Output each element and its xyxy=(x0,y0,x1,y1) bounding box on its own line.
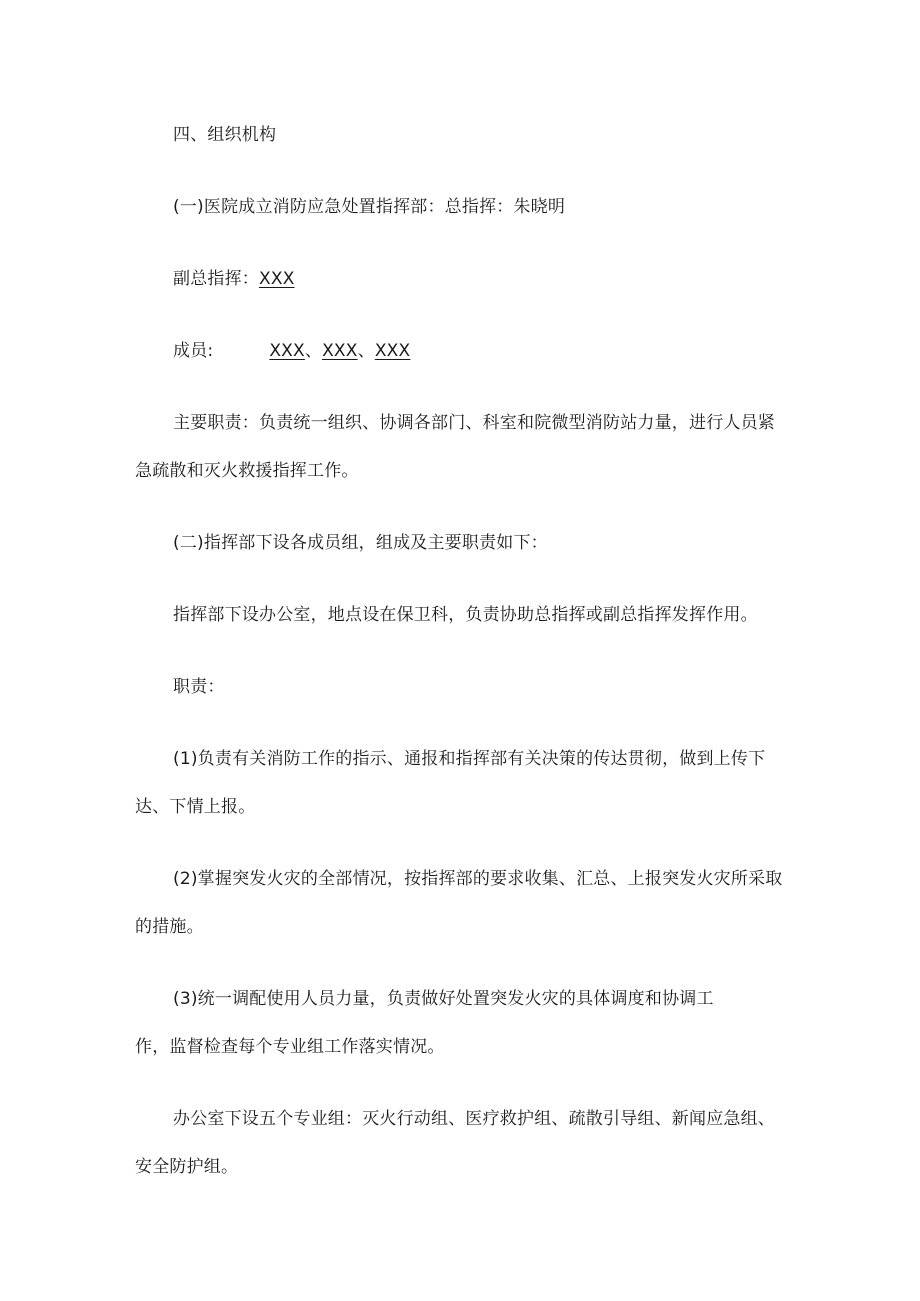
member-name: XXX xyxy=(374,341,411,361)
member-groups-heading: (二)指挥部下设各成员组，组成及主要职责如下： xyxy=(173,533,548,553)
duty-item-2-line-2: 的措施。 xyxy=(135,917,204,937)
duties-label: 职责： xyxy=(173,677,225,697)
member-separator: 、 xyxy=(357,341,375,361)
deputy-commander-line xyxy=(173,267,295,291)
members-label: 成员: xyxy=(173,341,214,361)
specialist-groups-line-2: 安全防护组。 xyxy=(135,1157,239,1177)
duty-item-3-line-2: 作，监督检查每个专业组工作落实情况。 xyxy=(135,1037,445,1057)
member-separator: 、 xyxy=(304,341,323,361)
duty-item-1-line-2: 达、下情上报。 xyxy=(135,797,256,817)
deputy-commander-label: 副总指挥： xyxy=(173,269,259,289)
office-intro: 指挥部下设办公室，地点设在保卫科，负责协助总指挥或副总指挥发挥作用。 xyxy=(173,605,758,625)
duty-item-1-line-1: (1)负责有关消防工作的指示、通报和指挥部有关决策的传达贯彻，做到上传下 xyxy=(173,749,766,769)
duty-item-3-line-1: (3)统一调配使用人员力量，负责做好处置突发火灾的具体调度和协调工 xyxy=(173,989,714,1009)
deputy-commander-name: XXX xyxy=(259,269,295,289)
member-name: XXX xyxy=(269,341,305,361)
main-duty-line-2: 急疏散和灭火救援指挥工作。 xyxy=(135,461,359,481)
command-center-heading: (一)医院成立消防应急处置指挥部：总指挥：朱晓明 xyxy=(173,197,566,217)
duty-item-2-line-1: (2)掌握突发火灾的全部情况，按指挥部的要求收集、汇总、上报突发火灾所采取 xyxy=(173,869,783,889)
main-duty-line-1: 主要职责：负责统一组织、协调各部门、科室和院微型消防站力量，进行人员紧 xyxy=(173,413,775,433)
member-name: XXX xyxy=(322,341,358,361)
section-title: 四、组织机构 xyxy=(173,125,277,145)
specialist-groups-line-1: 办公室下设五个专业组：灭火行动组、医疗救护组、疏散引导组、新闻应急组、 xyxy=(173,1109,775,1129)
members-line xyxy=(173,339,410,363)
